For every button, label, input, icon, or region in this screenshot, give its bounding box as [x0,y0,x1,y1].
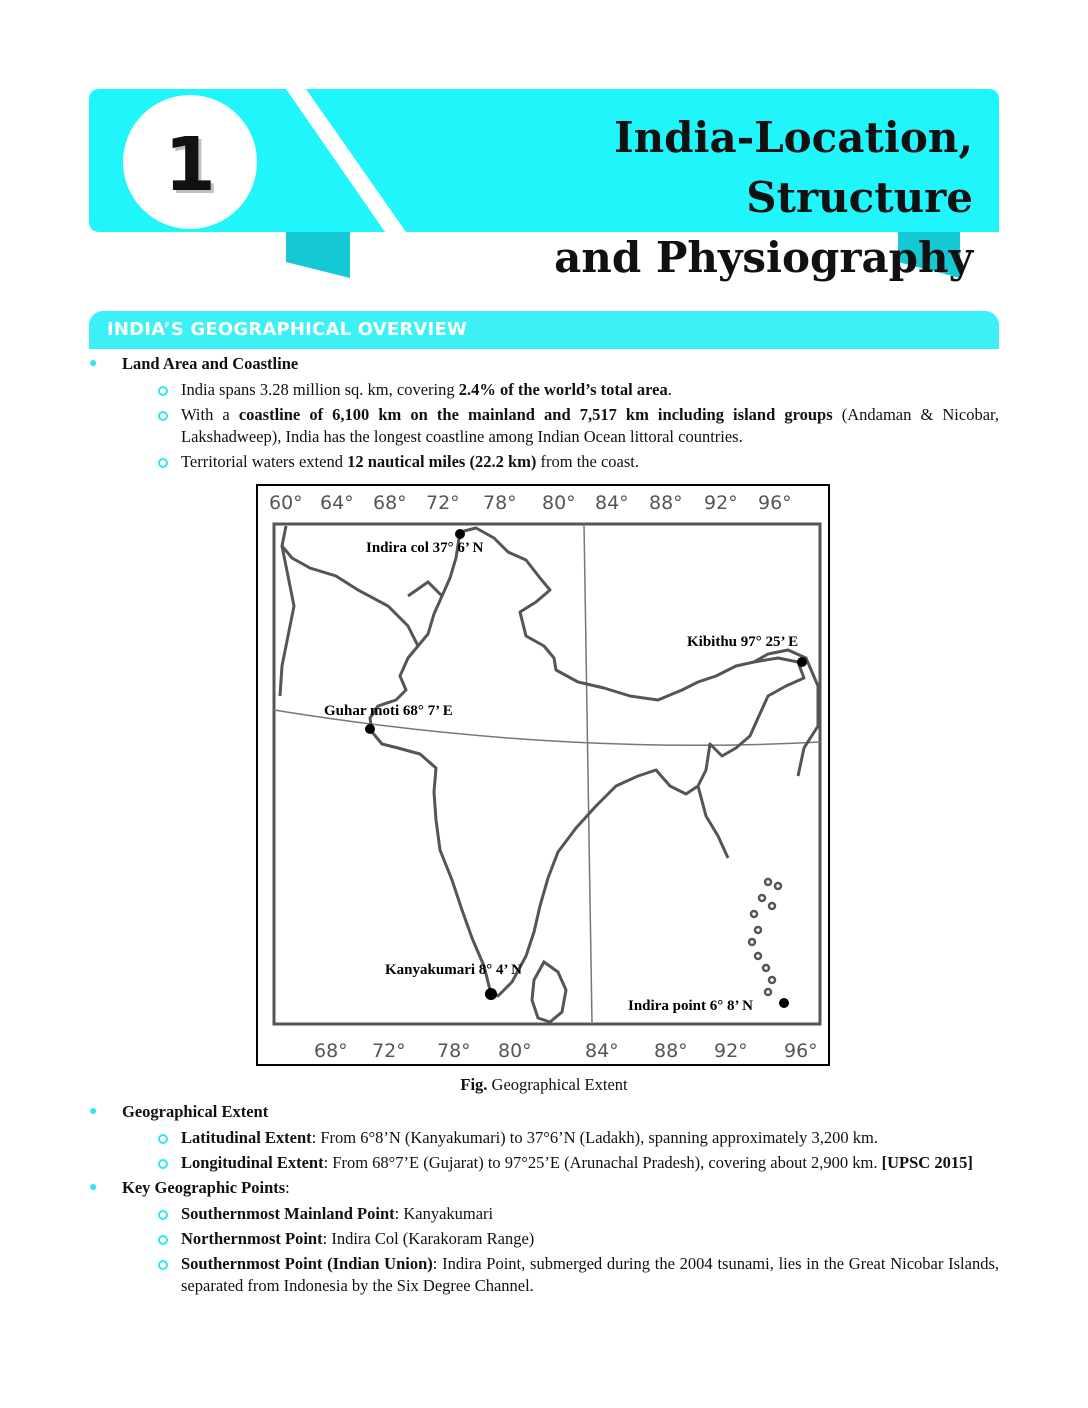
bottom-tick-label: 92° [714,1040,748,1062]
chapter-title-line-2: and Physiography [554,233,973,282]
map-figure [256,484,830,1066]
bottom-tick-label: 78° [437,1040,471,1062]
chapter-number: 1 [164,122,216,208]
ring-bullet-icon [158,1260,168,1270]
section-heading-bar [89,311,999,349]
top-tick-label: 60° [269,492,303,514]
bullet-dot-icon: ● [89,1104,98,1119]
bullet-dot-icon: ● [89,1180,98,1195]
guhar-moti-marker [365,724,375,734]
kibithu-marker [797,657,807,667]
bottom-tick-label: 80° [498,1040,532,1062]
map-inner-border [274,524,820,1024]
bullet-geographical-extent [89,1101,999,1174]
india-outline [370,528,804,996]
indira-col-marker [455,529,465,539]
ring-bullet-icon [158,411,168,421]
top-tick-label: 78° [483,492,517,514]
label-indira-point: Indira point 6° 8’ N [628,998,753,1014]
bottom-tick-label: 96° [784,1040,818,1062]
bottom-tick-label: 68° [314,1040,348,1062]
top-tick-label: 88° [649,492,683,514]
figure-caption: Fig. Geographical Extent [460,1075,628,1094]
bottom-tick-label: 84° [585,1040,619,1062]
top-tick-label: 84° [595,492,629,514]
bottom-tick-label: 88° [654,1040,688,1062]
list-item: Territorial waters extend 12 nautical miles (22.2 km) from the coast. [122,451,999,473]
top-tick-label: 68° [373,492,407,514]
ring-bullet-icon [158,1134,168,1144]
label-indira-col: Indira col 37° 6’ N [366,540,484,556]
ring-bullet-icon [158,1235,168,1245]
map-drawing [258,486,828,1064]
list-item: India spans 3.28 million sq. km, covering 2.4% of the world’s total area. [122,379,999,401]
top-tick-label: 80° [542,492,576,514]
ring-bullet-icon [158,458,168,468]
section-title: INDIA’S GEOGRAPHICAL OVERVIEW [107,319,467,340]
geo-extent-section [89,1101,999,1300]
list-item: Northernmost Point: Indira Col (Karakoram Range) [122,1228,999,1250]
chapter-title [373,108,973,288]
list-item: With a coastline of 6,100 km on the mainland and 7,517 km including island groups (Andaman & Nicobar, Lakshadweep), India has the longest coastline among Indian Ocean littoral countries. [122,404,999,448]
top-tick-label: 72° [426,492,460,514]
kanyakumari-marker [485,988,497,1000]
andaman-nicobar-islands [749,879,781,995]
sub-list [122,1203,999,1297]
label-kibithu: Kibithu 97° 25’ E [687,634,799,650]
bullet-dot-icon: ● [89,356,98,371]
meridian-line [584,524,592,1024]
ring-bullet-icon [158,386,168,396]
label-guhar-moti: Guhar moti 68° 7’ E [324,703,453,719]
list-item: Southernmost Mainland Point: Kanyakumari [122,1203,999,1225]
label-kanyakumari: Kanyakumari 8° 4’ N [385,962,522,978]
sub-list [122,1127,999,1174]
bullet-heading: Geographical Extent [122,1102,269,1121]
list-item: Longitudinal Extent: From 68°7’E (Gujarat) to 97°25’E (Arunachal Pradesh), covering about 2,900 km. [UPSC 2015] [122,1152,999,1174]
top-tick-label: 64° [320,492,354,514]
bullet-heading: Land Area and Coastline [122,354,299,373]
top-tick-label: 96° [758,492,792,514]
sub-list [122,379,999,473]
bottom-tick-label: 72° [372,1040,406,1062]
land-area-section [89,353,999,476]
bullet-heading: Key Geographic Points [122,1178,286,1197]
ring-bullet-icon [158,1159,168,1169]
top-tick-label: 92° [704,492,738,514]
chapter-title-line-1: India-Location, Structure [613,113,973,222]
ring-bullet-icon [158,1210,168,1220]
list-item: Southernmost Point (Indian Union): Indira Point, submerged during the 2004 tsunami, lies in the Great Nicobar Islands, separated from Indonesia by the Six Degree Channel. [122,1253,999,1297]
list-item: Latitudinal Extent: From 6°8’N (Kanyakumari) to 37°6’N (Ladakh), spanning approximately 3,200 km. [122,1127,999,1149]
bullet-key-points: ● Key Geographic Points: Southernmost Mainland Point: Kanyakumari Northernmost Point: Indira Col (Karakoram Range) Southernmost Point (Indian Union): Indira Point, submerged during the 2004 tsunami, lies in the Great Nicobar Islands, separated from Indonesia by the Six Degree Channel. [89,1178,999,1295]
indira-point-marker [779,998,789,1008]
exam-tag: [UPSC 2015] [881,1153,973,1172]
banner-fold-left [286,232,350,278]
bullet-land-area [89,353,999,473]
sri-lanka-outline [532,962,566,1022]
